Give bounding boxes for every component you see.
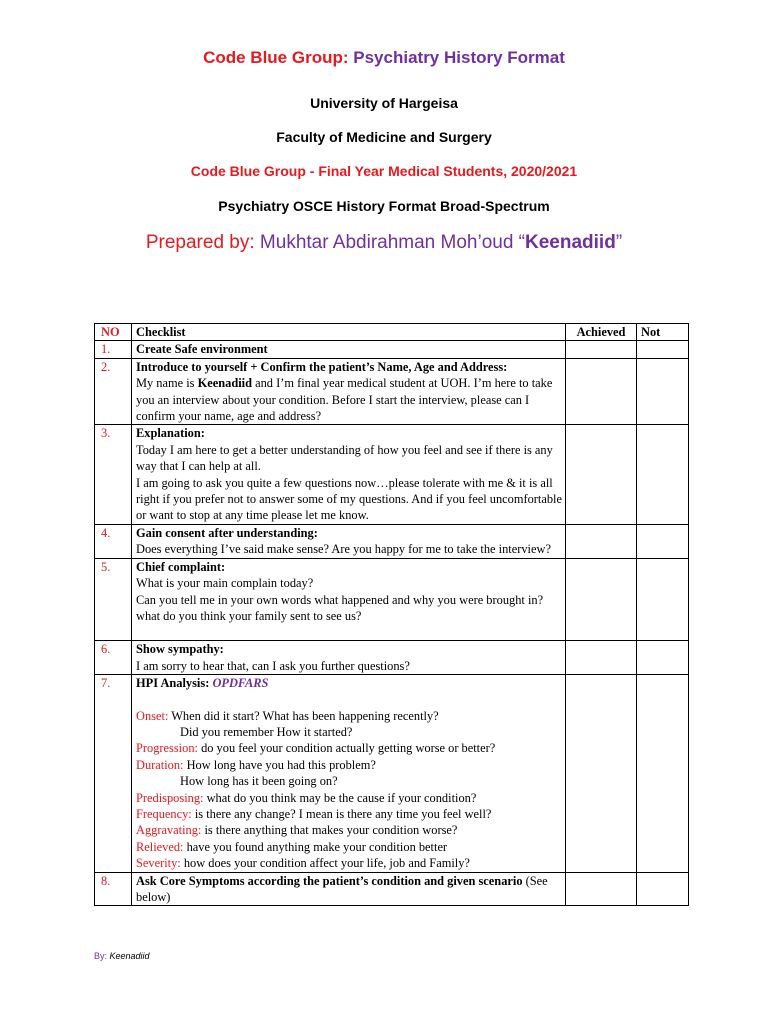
row-number: 6. xyxy=(95,641,132,675)
row-text: Does everything I’ve said make sense? Are you happy for me to take the interview? xyxy=(136,542,551,557)
hpi-item: Relieved: have you found anything make your condition better xyxy=(136,839,448,854)
row-heading: Gain consent after understanding: xyxy=(136,525,318,540)
achieved-cell[interactable] xyxy=(566,425,637,524)
row-number: 3. xyxy=(95,425,132,524)
faculty-name: Faculty of Medicine and Surgery xyxy=(276,129,492,145)
table-header-row xyxy=(95,324,689,341)
row-content xyxy=(132,425,566,524)
row-number: 8. xyxy=(95,872,132,906)
page-title: Code Blue Group: Psychiatry History Format xyxy=(203,48,565,67)
achieved-cell[interactable] xyxy=(566,558,637,641)
hpi-subitem: Did you remember How it started? xyxy=(180,724,353,739)
achieved-cell[interactable] xyxy=(566,358,637,425)
hpi-item: Aggravating: is there anything that makes your condition worse? xyxy=(136,823,458,838)
table-row xyxy=(95,872,689,906)
row-number: 1. xyxy=(95,341,132,358)
table-row xyxy=(95,675,689,872)
col-header-achieved: Achieved xyxy=(566,324,637,341)
not-cell[interactable] xyxy=(637,425,689,524)
hpi-item: Onset: When did it start? What has been happening recently? xyxy=(136,708,439,723)
table-row xyxy=(95,341,689,358)
col-header-not: Not xyxy=(637,324,689,341)
hpi-subitem: How long has it been going on? xyxy=(180,774,338,789)
hpi-item: Severity: how does your condition affect your life, job and Family? xyxy=(136,856,470,871)
row-heading: Create Safe environment xyxy=(132,341,566,358)
row-number: 2. xyxy=(95,358,132,425)
row-content xyxy=(132,675,566,872)
row-heading: Chief complaint: xyxy=(136,559,226,574)
not-cell[interactable] xyxy=(637,641,689,675)
not-cell[interactable] xyxy=(637,524,689,558)
table-row xyxy=(95,641,689,675)
row-number: 4. xyxy=(95,524,132,558)
table-row xyxy=(95,524,689,558)
group-line: Code Blue Group - Final Year Medical Students, 2020/2021 xyxy=(190,163,578,179)
university-name: University of Hargeisa xyxy=(310,95,458,111)
hpi-item: Duration: How long have you had this problem? xyxy=(136,757,376,772)
table-row xyxy=(95,358,689,425)
not-cell[interactable] xyxy=(637,558,689,641)
col-header-checklist: Checklist xyxy=(132,324,566,341)
spacer xyxy=(136,624,565,640)
not-cell[interactable] xyxy=(637,675,689,872)
achieved-cell[interactable] xyxy=(566,872,637,906)
row-content xyxy=(132,524,566,558)
opdfars-tag: OPDFARS xyxy=(212,676,269,691)
row-number: 7. xyxy=(95,675,132,872)
checklist-table xyxy=(94,323,689,906)
row-content xyxy=(132,872,566,906)
prepared-by: Prepared by: Mukhtar Abdirahman Moh’oud “Keenadiid” xyxy=(145,232,623,253)
row-heading: Introduce to yourself + Confirm the patient’s Name, Age and Address: xyxy=(136,359,508,374)
spacer xyxy=(136,692,565,708)
row-text: My name is Keenadiid and I’m final year medical student at UOH. I’m here to take you an interview about your condition. Before I start the interview, please can I confirm your name, age and address? xyxy=(136,376,553,424)
row-text: I am sorry to hear that, can I ask you further questions? xyxy=(136,658,410,673)
achieved-cell[interactable] xyxy=(566,675,637,872)
row-heading: Show sympathy: xyxy=(136,642,224,657)
row-text: Today I am here to get a better understanding of how you feel and see if there is any way that I can help at all. xyxy=(136,442,553,474)
achieved-cell[interactable] xyxy=(566,524,637,558)
row-text: I am going to ask you quite a few questions now…please tolerate with me & it is all right if you prefer not to answer some of my questions. And if you feel uncomfortable or want to stop at any time please let me know. xyxy=(136,475,563,523)
row-text: Can you tell me in your own words what happened and why you were brought in? what do you think your family sent to see us? xyxy=(136,592,544,623)
achieved-cell[interactable] xyxy=(566,341,637,358)
row-heading: Explanation: xyxy=(136,426,205,441)
row-content xyxy=(132,558,566,641)
row-heading: Ask Core Symptoms according the patient’s condition and given scenario (See below) xyxy=(136,873,548,904)
osce-title: Psychiatry OSCE History Format Broad-Spectrum xyxy=(218,198,550,214)
not-cell[interactable] xyxy=(637,872,689,906)
row-content xyxy=(132,358,566,425)
row-text: What is your main complain today? xyxy=(136,576,314,591)
row-content xyxy=(132,641,566,675)
col-header-no: NO xyxy=(95,324,132,341)
not-cell[interactable] xyxy=(637,341,689,358)
row-heading: HPI Analysis: OPDFARS xyxy=(136,676,269,691)
row-number: 5. xyxy=(95,558,132,641)
footer: By: Keenadiid xyxy=(94,951,150,961)
achieved-cell[interactable] xyxy=(566,641,637,675)
hpi-item: Frequency: is there any change? I mean is there any time you feel well? xyxy=(136,806,492,821)
table-row xyxy=(95,425,689,524)
table-row xyxy=(95,558,689,641)
hpi-item: Predisposing: what do you think may be the cause if your condition? xyxy=(136,790,477,805)
not-cell[interactable] xyxy=(637,358,689,425)
hpi-item: Progression: do you feel your condition actually getting worse or better? xyxy=(136,741,496,756)
